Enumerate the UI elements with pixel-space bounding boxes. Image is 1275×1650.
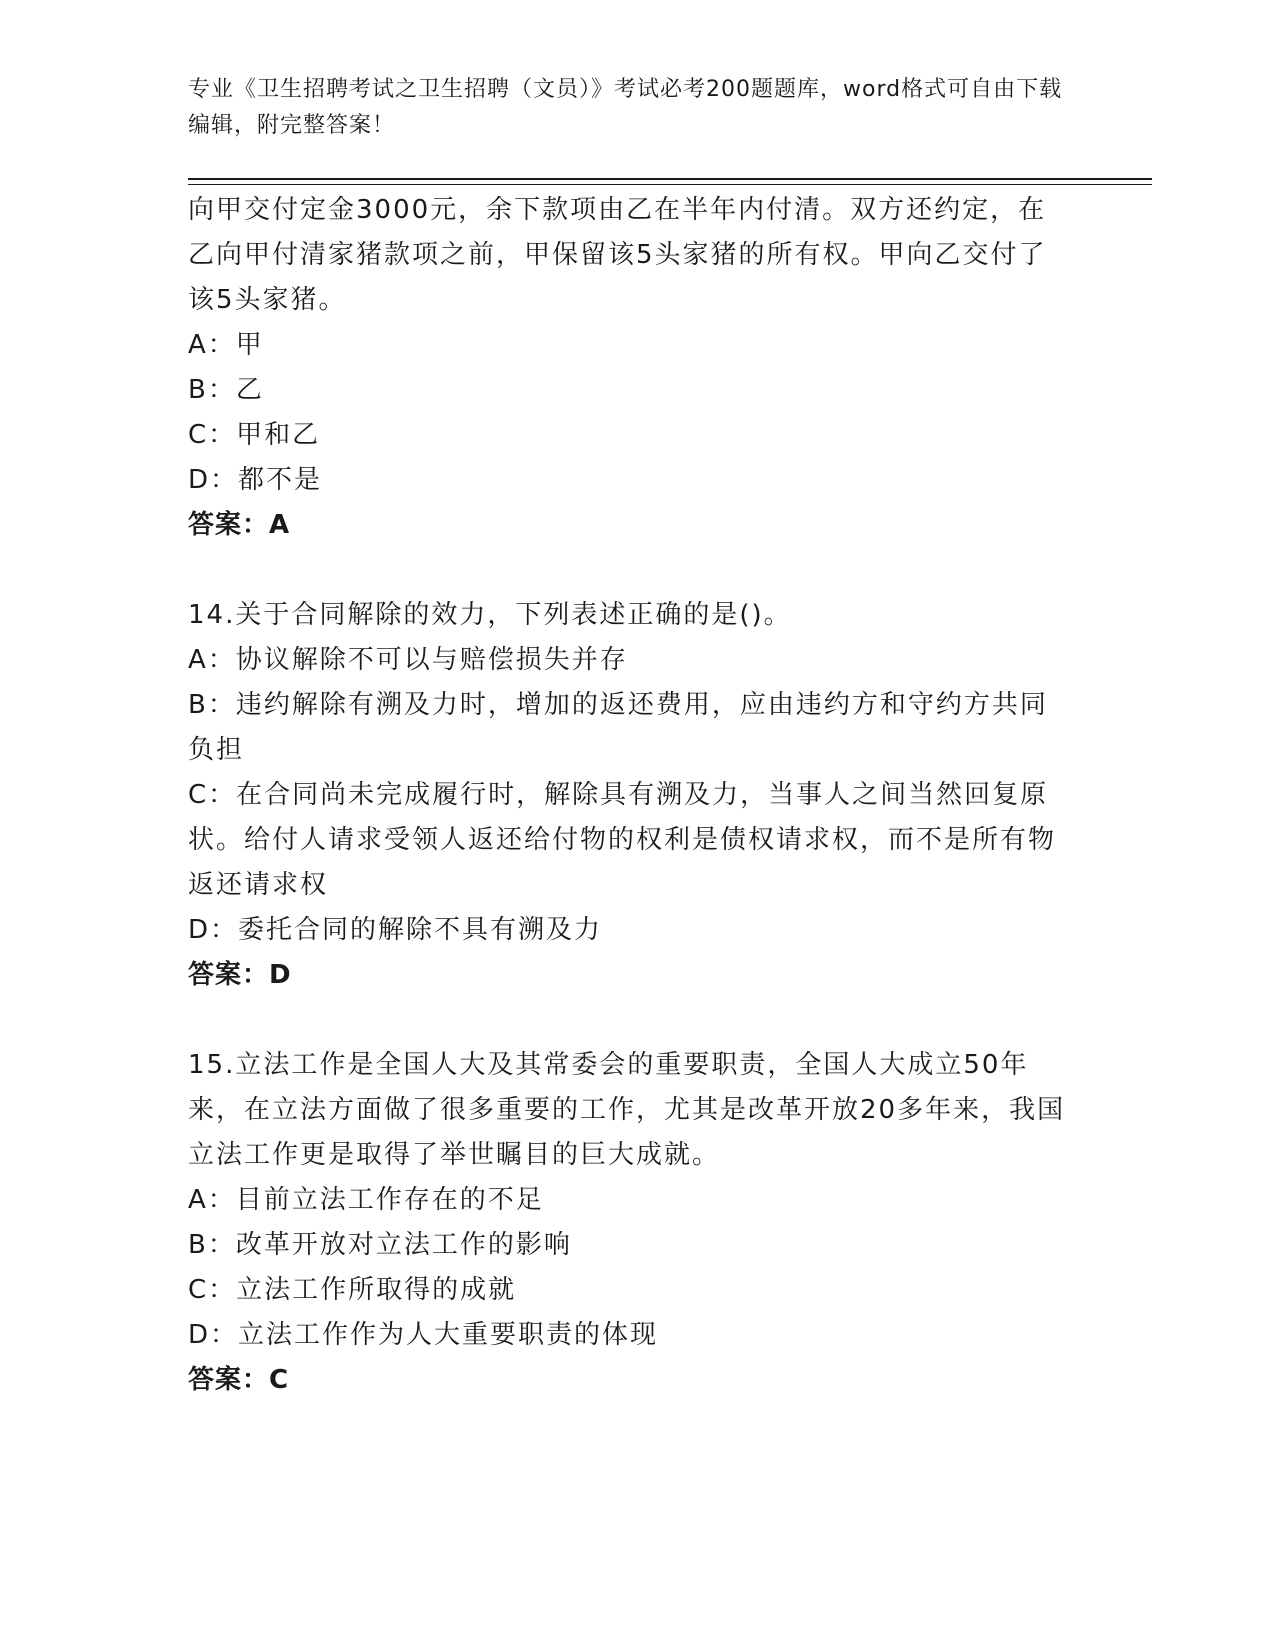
question-15 (188, 1043, 1068, 1403)
option-a: A：协议解除不可以与赔偿损失并存 (188, 645, 628, 675)
option-a: A：目前立法工作存在的不足 (188, 1185, 544, 1215)
option-d: D：立法工作作为人大重要职责的体现 (188, 1320, 659, 1350)
option-c: C：甲和乙 (188, 420, 321, 450)
header-divider-thin (188, 184, 1152, 185)
answer: 答案：A (188, 510, 291, 540)
question-14 (188, 593, 1068, 998)
option-a: A：甲 (188, 330, 264, 360)
option-b: B：乙 (188, 375, 264, 405)
question-stem-continued: 向甲交付定金3000元，余下款项由乙在半年内付清。双方还约定，在乙向甲付清家猪款项之前，甲保留该5头家猪的所有权。甲向乙交付了该5头家猪。 (188, 195, 1047, 315)
option-b: B：违约解除有溯及力时，增加的返还费用，应由违约方和守约方共同负担 (188, 690, 1048, 765)
option-d: D：都不是 (188, 465, 323, 495)
spacer (188, 548, 1068, 593)
document-body (188, 188, 1068, 1403)
option-c: C：在合同尚未完成履行时，解除具有溯及力，当事人之间当然回复原状。给付人请求受领人返还给付物的权利是债权请求权，而不是所有物返还请求权 (188, 780, 1057, 900)
answer: 答案：C (188, 1365, 290, 1395)
document-header: 专业《卫生招聘考试之卫生招聘（文员）》考试必考200题题库，word格式可自由下载编辑，附完整答案！ (188, 77, 1063, 138)
spacer (188, 998, 1068, 1043)
question-stem: 15.立法工作是全国人大及其常委会的重要职责，全国人大成立50年来，在立法方面做了很多重要的工作，尤其是改革开放20多年来，我国立法工作更是取得了举世瞩目的巨大成就。 (188, 1050, 1066, 1170)
answer: 答案：D (188, 960, 292, 990)
header-divider-thick (188, 178, 1152, 180)
option-c: C：立法工作所取得的成就 (188, 1275, 517, 1305)
option-d: D：委托合同的解除不具有溯及力 (188, 915, 603, 945)
option-b: B：改革开放对立法工作的影响 (188, 1230, 572, 1260)
question-stem: 14.关于合同解除的效力，下列表述正确的是()。 (188, 600, 792, 630)
question-13 (188, 188, 1068, 548)
